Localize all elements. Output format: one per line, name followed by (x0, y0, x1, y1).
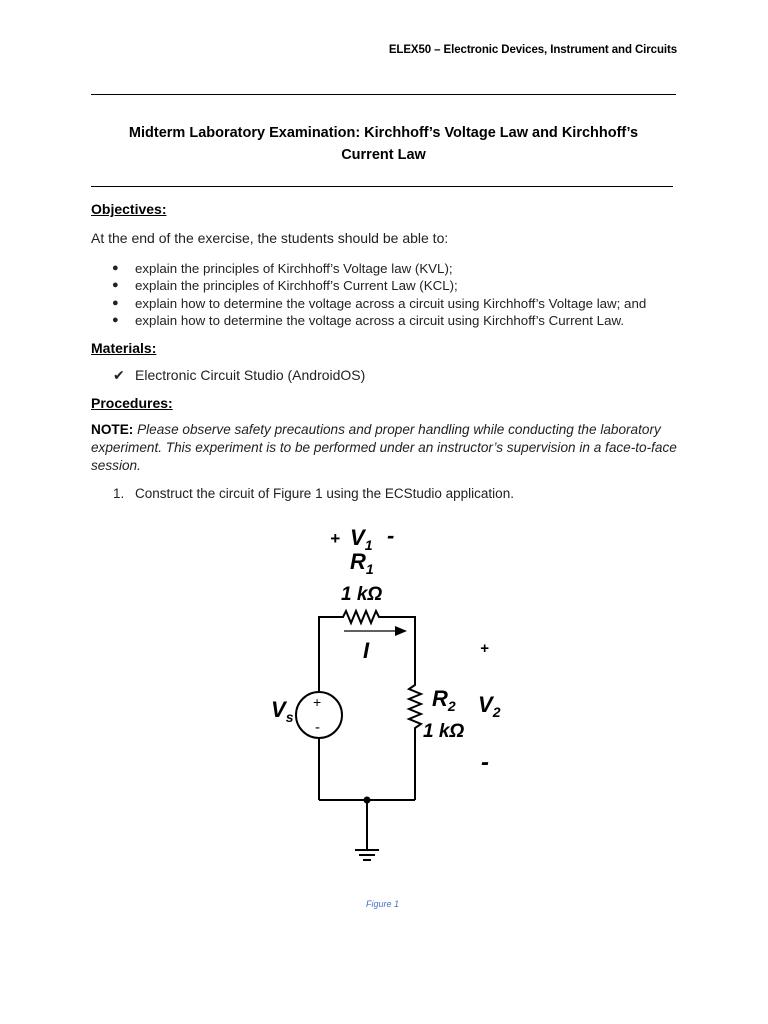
material-text: Electronic Circuit Studio (AndroidOS) (135, 367, 366, 383)
v1-plus-label: + (330, 529, 340, 548)
procedure-step (113, 486, 514, 501)
bullet-icon: ● (112, 313, 119, 326)
r1-value-label: 1 kΩ (341, 584, 383, 605)
page-title (91, 122, 676, 166)
figure-caption: Figure 1 (366, 899, 400, 909)
r2-label-sub: 2 (447, 698, 456, 714)
bullet-icon: ● (112, 296, 119, 309)
objective-text: explain how to determine the voltage across a circuit using Kirchhoff’s Voltage law; and (135, 295, 647, 311)
v2-plus-label: + (480, 640, 489, 657)
ground-icon (355, 850, 379, 860)
right-wire (409, 617, 421, 800)
note-label: NOTE: (91, 422, 134, 437)
list-item (110, 277, 646, 294)
procedures-heading: Procedures: (91, 395, 173, 411)
circuit-diagram (255, 520, 525, 870)
list-item (110, 295, 646, 312)
v2-label-main: V (478, 692, 493, 717)
materials-heading: Materials: (91, 340, 157, 356)
bullet-icon: ● (112, 262, 119, 274)
materials-item (113, 367, 365, 384)
source-minus-label: - (315, 719, 320, 736)
r1-label-main: R (350, 549, 366, 574)
r1-label-sub: 1 (365, 561, 374, 577)
r2-label (432, 686, 456, 714)
r2-label-main: R (432, 686, 448, 711)
title-divider (91, 186, 673, 187)
current-label: I (363, 638, 370, 663)
vs-label-sub: s (285, 709, 294, 725)
title-line-1: Midterm Laboratory Examination: Kirchhoff’s Voltage Law and Kirchhoff’s (128, 125, 639, 141)
list-item (110, 312, 646, 329)
objectives-heading: Objectives: (91, 201, 167, 217)
source-plus-label: + (313, 694, 322, 710)
note-text: Please observe safety precautions and proper handling while conducting the laboratory experiment. This experiment is to be performed under an instructor’s supervision in a face-to-face session. (91, 422, 677, 473)
v1-minus-label: - (387, 523, 395, 548)
objective-text: explain how to determine the voltage across a circuit using Kirchhoff’s Current Law. (135, 312, 625, 328)
v1-label-sub: 1 (364, 537, 373, 553)
objective-text: explain the principles of Kirchhoff’s Current Law (KCL); (135, 278, 458, 294)
v2-label-sub: 2 (492, 704, 501, 720)
junction-node (364, 797, 371, 804)
step-text: Construct the circuit of Figure 1 using the ECStudio application. (135, 486, 514, 501)
objectives-intro: At the end of the exercise, the students should be able to: (91, 230, 449, 246)
r2-value-label: 1 kΩ (423, 721, 465, 742)
r1-label (350, 549, 374, 577)
v2-label (478, 692, 501, 720)
list-item (110, 260, 646, 277)
course-header: ELEX50 – Electronic Devices, Instrument and Circuits (388, 44, 677, 56)
bullet-icon: ● (112, 279, 119, 292)
v1-label-main: V (350, 525, 365, 550)
title-line-2: Current Law (341, 147, 426, 163)
top-divider (91, 94, 676, 95)
current-arrow-icon (344, 626, 407, 636)
vs-label (271, 697, 294, 725)
objective-text: explain the principles of Kirchhoff’s Voltage law (KVL); (135, 261, 453, 276)
step-number: 1. (113, 486, 125, 501)
safety-note (91, 421, 681, 475)
vs-label-main: V (271, 697, 286, 722)
v2-minus-label: - (481, 749, 489, 776)
checkmark-icon: ✔ (113, 367, 125, 383)
top-wire (319, 611, 415, 623)
objectives-list (110, 260, 646, 329)
